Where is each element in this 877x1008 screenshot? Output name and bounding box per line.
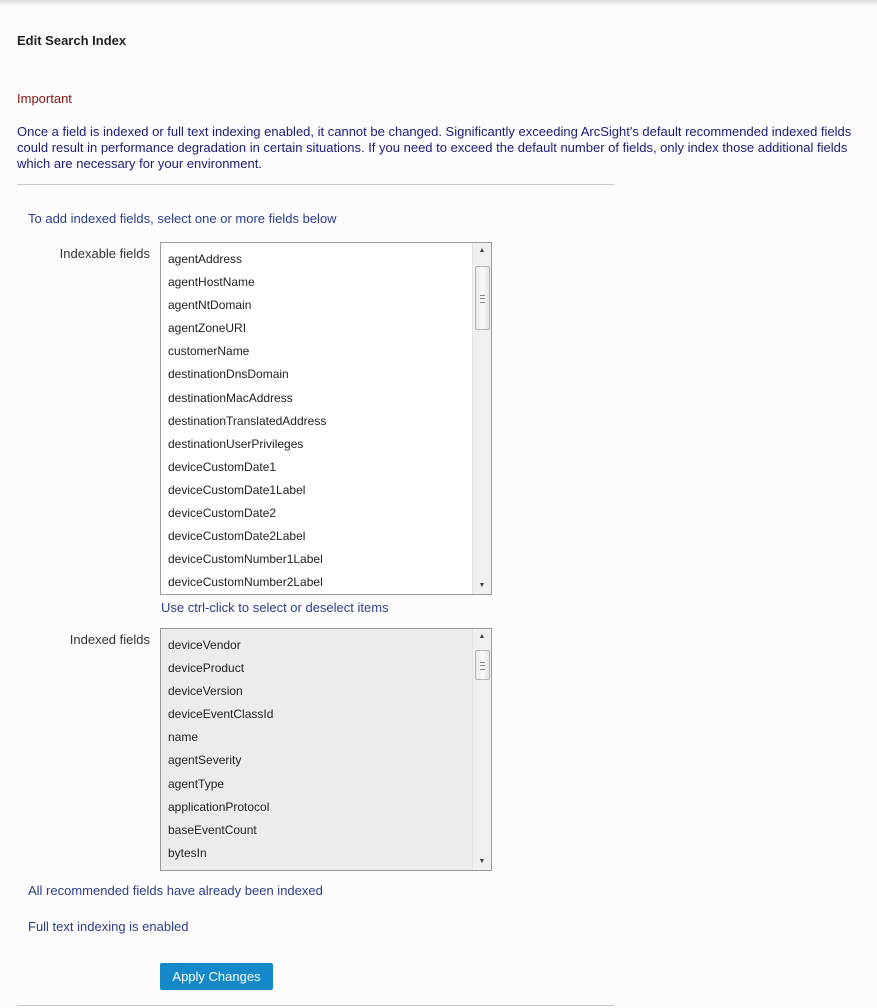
- indexable-field-option[interactable]: agentAddress: [168, 252, 243, 266]
- indexable-field-option[interactable]: destinationDnsDomain: [168, 367, 289, 382]
- indexable-field-option[interactable]: deviceCustomDate2Label: [168, 529, 306, 544]
- indexable-field-option[interactable]: deviceCustomNumber2Label: [168, 575, 323, 590]
- indexed-field-option[interactable]: agentType: [168, 776, 225, 791]
- scroll-up-arrow-icon[interactable]: ▲: [478, 247, 486, 254]
- indexed-field-option[interactable]: bytesIn: [168, 845, 207, 860]
- indexed-fields-list: [168, 636, 471, 867]
- indexed-field-option[interactable]: deviceProduct: [168, 661, 245, 676]
- indexable-field-option[interactable]: deviceCustomNumber1Label: [168, 552, 323, 567]
- indexable-field-option[interactable]: deviceCustomDate1Label: [168, 482, 306, 497]
- recommended-status: All recommended fields have already been indexed: [28, 883, 323, 898]
- scroll-up-arrow-icon[interactable]: ▲: [478, 633, 486, 640]
- grip-icon: [480, 662, 485, 670]
- indexable-field-option[interactable]: destinationUserPrivileges: [168, 436, 304, 451]
- indexed-field-option[interactable]: agentSeverity: [168, 753, 242, 768]
- indexable-field-option[interactable]: agentZoneURI: [168, 321, 247, 336]
- indexed-fields-listbox[interactable]: [160, 628, 492, 871]
- full-text-status: Full text indexing is enabled: [28, 919, 189, 934]
- indexable-fields-listbox[interactable]: [160, 242, 492, 595]
- indexed-field-option[interactable]: name: [168, 730, 199, 745]
- important-label: Important: [17, 91, 72, 106]
- ctrl-click-hint: Use ctrl-click to select or deselect items: [161, 600, 389, 615]
- indexed-scrollbar[interactable]: [472, 629, 491, 870]
- scroll-down-arrow-icon[interactable]: ▼: [478, 858, 486, 865]
- indexable-field-option[interactable]: deviceCustomDate1: [168, 459, 277, 474]
- indexed-fields-label: Indexed fields: [69, 632, 150, 647]
- indexable-field-option[interactable]: customerName: [168, 344, 250, 359]
- indexed-field-option[interactable]: applicationProtocol: [168, 799, 270, 814]
- scroll-down-arrow-icon[interactable]: ▼: [478, 582, 486, 589]
- apply-changes-button[interactable]: Apply Changes: [160, 963, 273, 990]
- indexable-field-option[interactable]: agentHostName: [168, 275, 255, 290]
- page-title: Edit Search Index: [17, 33, 127, 48]
- indexable-fields-list: [168, 250, 471, 595]
- indexable-field-option[interactable]: deviceCustomDate2: [168, 506, 277, 521]
- indexable-field-option[interactable]: destinationMacAddress: [168, 390, 293, 405]
- indexed-field-option[interactable]: deviceEventClassId: [168, 707, 274, 722]
- indexed-field-option[interactable]: baseEventCount: [168, 822, 257, 837]
- scroll-thumb[interactable]: [475, 266, 490, 330]
- indexable-fields-label: Indexable fields: [59, 246, 150, 261]
- indexable-field-option[interactable]: destinationTranslatedAddress: [168, 413, 327, 428]
- indexable-scrollbar[interactable]: [472, 243, 491, 594]
- divider-bottom: [17, 1005, 614, 1006]
- grip-icon: [480, 295, 485, 303]
- scroll-thumb[interactable]: [475, 650, 490, 680]
- important-message: Once a field is indexed or full text indexing enabled, it cannot be changed. Significantly exceeding ArcSight's default recommended indexed fields could result in performance degradation in certain situations. If you need to exceed the default number of fields, only index those additional fields which are necessary for your environment.: [17, 124, 852, 171]
- top-shadow: [0, 0, 877, 6]
- indexed-field-option[interactable]: deviceVendor: [168, 638, 241, 652]
- instruction-text: To add indexed fields, select one or more fields below: [28, 211, 337, 226]
- divider-top: [17, 184, 614, 185]
- indexed-field-option[interactable]: deviceVersion: [168, 684, 243, 699]
- indexable-field-option[interactable]: agentNtDomain: [168, 298, 252, 313]
